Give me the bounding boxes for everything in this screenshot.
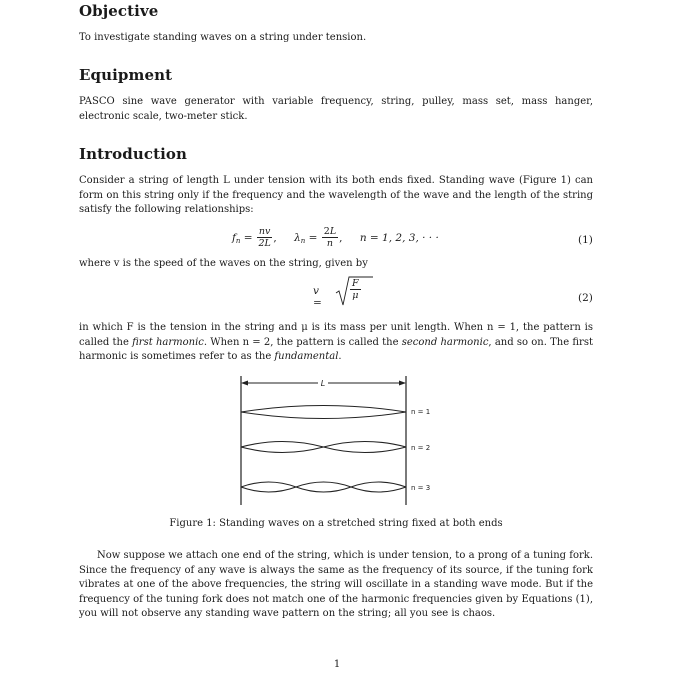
mode-3-upper [241, 482, 406, 492]
intro-paragraph-2: in which F is the tension in the string and μ is its mass per unit length. When n = 1, the pattern is called the first harmonic. When n = 2, the pattern is called the second harmonic, and so on. The first harmonic is sometimes refer to as the fundamental. [79, 322, 593, 362]
eq1-wavelength-term: $\lambda_n$ = $\frac{2L}{n}$ , [294, 226, 343, 249]
length-label: L [320, 379, 326, 388]
mode-3-lower [241, 482, 406, 492]
mode-2-lower [241, 442, 406, 453]
document-page: Objective To investigate standing waves on a string under tension. Equipment PASCO sine wave generator with variable frequency, string, pulley, mass set, mass hanger, electronic scale, two-meter stick. Introduction Consider a string of length L under tension with its both ends fixed. Standing wave (Figure 1) can form on this string only if the frequency and the wavelength of the wave and the length of the string satisfy the following relationships: $f_n$ = $\frac{nv}{2L}$ , $\lambda_n$ = $\frac{2L}{n}$ , n = 1, 2, 3, · · · (1) where v is the speed of the waves on the string, given by v = $\frac{F}{\mu}$ (2) in which F is the tension in the string and μ is its mass per unit length. When n = 1, the pattern is called the first harmonic. When n = 2, the pattern is called the second harmonic, and so on. The first harmonic is sometimes refer to as the fundamental. L n = 1 n = 2 n = 3 Figure 1: Standing waves on a stretched string fixed at both ends Now suppose we attach one end of the string, which is under tension, to a prong of a tuning fork. Since the frequency of any wave is always the same as the frequency of its source, if the tuning fork vibrates at one of the above frequencies, the string will oscillate in a standing wave mode. But if the frequency of the tuning fork does not match one of the harmonic frequencies given by Equations (1), you will not observe any standing wave pattern on the string; all you see is chaos. 1 [0, 0, 674, 700]
eq1-frequency-term: $f_n$ = $\frac{nv}{2L}$ , [232, 226, 277, 249]
figure-caption: Figure 1: Standing waves on a stretched string fixed at both ends [169, 518, 503, 529]
length-arrow-left-head [241, 381, 248, 386]
mode-1-lower [241, 412, 406, 419]
eq1-range: n = 1, 2, 3, · · · [359, 231, 439, 244]
equation-1-number: (1) [578, 234, 593, 246]
equipment-text: PASCO sine wave generator with variable frequency, string, pulley, mass set, mass hanger, electronic scale, two-meter stick. [79, 96, 593, 122]
fundamental-term: fundamental [274, 351, 339, 362]
equation-2-number: (2) [578, 292, 593, 304]
objective-text: To investigate standing waves on a string under tension. [79, 32, 367, 43]
length-arrow-right-head [399, 381, 406, 386]
equipment-heading: Equipment [79, 66, 173, 84]
page-number: 1 [333, 659, 341, 670]
introduction-heading: Introduction [79, 145, 188, 163]
mode-2-label: n = 2 [411, 444, 431, 452]
intro-paragraph-1: Consider a string of length L under tension with its both ends fixed. Standing wave (Figure 1) can form on this string only if the frequency and the wavelength of the wave and the length of the string satisfy the following relationships: [79, 175, 593, 215]
intro-paragraph-3: Now suppose we attach one end of the string, which is under tension, to a prong of a tuning fork. Since the frequency of any wave is always the same as the frequency of its source, if the tuning fork vibrates at one of the above frequencies, the string will oscillate in a standing wave mode. But if the frequency of the tuning fork does not match one of the harmonic frequencies given by Equations (1), you will not observe any standing wave pattern on the string; all you see is chaos. [79, 550, 593, 619]
second-harmonic-term: second harmonic [401, 336, 489, 348]
mode-1-label: n = 1 [411, 408, 431, 416]
objective-heading: Objective [79, 2, 159, 20]
where-text: where v is the speed of the waves on the string, given by [79, 258, 368, 269]
mode-1-upper [241, 406, 406, 413]
mode-3-label: n = 3 [411, 484, 431, 492]
first-harmonic-term: first harmonic [132, 336, 204, 348]
